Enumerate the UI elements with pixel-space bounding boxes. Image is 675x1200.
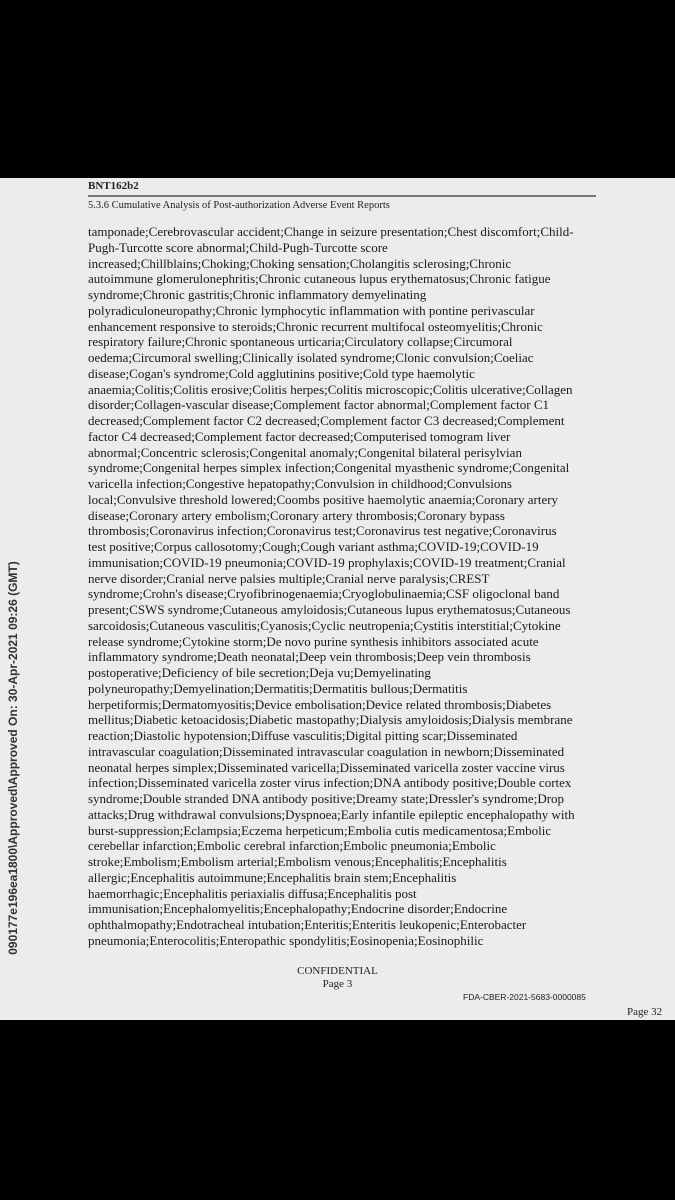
- text-line: test positive;Corpus callosotomy;Cough;Cough variant asthma;COVID-19;COVID-19: [88, 539, 539, 554]
- product-name: BNT162b2: [88, 180, 139, 192]
- text-line: disease;Cogan's syndrome;Cold agglutinins positive;Cold type haemolytic: [88, 365, 475, 381]
- confidential-label: CONFIDENTIAL: [297, 965, 378, 977]
- text-line: syndrome;Double stranded DNA antibody positive;Dreamy state;Dressler's syndrome;Drop: [88, 791, 565, 806]
- text-line: nerve disorder;Cranial nerve palsies multiple;Cranial nerve paralysis;CREST: [88, 570, 490, 586]
- text-line: varicella infection;Congestive hepatopathy;Convulsion in childhood;Convulsions: [88, 476, 512, 491]
- text-line: Pugh-Turcotte score abnormal;Child-Pugh-Turcotte score: [88, 239, 388, 255]
- text-line: increased;Chillblains;Choking;Choking sensation;Cholangitis sclerosing;Chronic: [88, 255, 512, 271]
- text-line: local;Convulsive threshold lowered;Coombs positive haemolytic anaemia;Coronary artery: [88, 491, 559, 507]
- text-line: decreased;Complement factor C2 decreased;Complement factor C3 decreased;Complement: [88, 413, 565, 428]
- text-line: respiratory failure;Chronic spontaneous urticaria;Circulatory collapse;Circumoral: [88, 334, 513, 350]
- document-page: [0, 178, 675, 1020]
- text-line: present;CSWS syndrome;Cutaneous amyloidosis;Cutaneous lupus erythematosus;Cutaneous: [88, 602, 571, 617]
- approval-stamp: 090177e196ea1800\Approved\Approved On: 30-Apr-2021 09:26 (GMT): [6, 561, 20, 955]
- text-line: release syndrome;Cytokine storm;De novo purine synthesis inhibitors associated acute: [88, 633, 539, 649]
- text-line: polyneuropathy;Demyelination;Dermatitis;Dermatitis bullous;Dermatitis: [88, 680, 468, 696]
- section-title: 5.3.6 Cumulative Analysis of Post-authorization Adverse Event Reports: [88, 200, 390, 211]
- text-line: postoperative;Deficiency of bile secretion;Deja vu;Demyelinating: [88, 665, 431, 680]
- text-line: stroke;Embolism;Embolism arterial;Embolism venous;Encephalitis;Encephalitis: [88, 854, 507, 869]
- text-line: haemorrhagic;Encephalitis periaxialis diffusa;Encephalitis post: [88, 885, 417, 901]
- header-rule: [88, 195, 596, 197]
- text-line: syndrome;Chronic gastritis;Chronic inflammatory demyelinating: [88, 287, 427, 302]
- text-line: herpetiformis;Dermatomyositis;Device embolisation;Device related thrombosis;Diabetes: [88, 696, 552, 712]
- text-line: allergic;Encephalitis autoimmune;Encephalitis brain stem;Encephalitis: [88, 869, 457, 885]
- text-line: disease;Coronary artery embolism;Coronary artery thrombosis;Coronary bypass: [88, 507, 505, 523]
- text-line: polyradiculoneuropathy;Chronic lymphocytic inflammation with pontine perivascular: [88, 302, 535, 318]
- text-line: syndrome;Crohn's disease;Cryofibrinogenaemia;Cryoglobulinaemia;CSF oligoclonal band: [88, 586, 560, 602]
- text-line: anaemia;Colitis;Colitis erosive;Colitis herpes;Colitis microscopic;Colitis ulcerative;Collagen: [88, 381, 573, 397]
- text-line: immunisation;Encephalomyelitis;Encephalopathy;Endocrine disorder;Endocrine: [88, 901, 508, 917]
- text-line: enhancement responsive to steroids;Chronic recurrent multifocal osteomyelitis;Chronic: [88, 318, 543, 334]
- text-line: thrombosis;Coronavirus infection;Coronavirus test;Coronavirus test negative;Coronavirus: [88, 523, 557, 539]
- adverse-event-list: [88, 224, 608, 949]
- text-line: infection;Disseminated varicella zoster virus infection;DNA antibody positive;Double cortex: [88, 775, 572, 791]
- text-line: disorder;Collagen-vascular disease;Complement factor abnormal;Complement factor C1: [88, 397, 549, 413]
- text-line: neonatal herpes simplex;Disseminated varicella;Disseminated varicella zoster vaccine virus: [88, 759, 565, 775]
- text-line: pneumonia;Enterocolitis;Enteropathic spondylitis;Eosinopenia;Eosinophilic: [88, 932, 484, 948]
- text-line: burst-suppression;Eclampsia;Eczema herpeticum;Embolia cutis medicamentosa;Embolic: [88, 822, 552, 838]
- text-line: autoimmune glomerulonephritis;Chronic cutaneous lupus erythematosus;Chronic fatigue: [88, 271, 551, 287]
- text-line: ophthalmopathy;Endotracheal intubation;Enteritis;Enteritis leukopenic;Enterobacter: [88, 917, 527, 932]
- text-line: immunisation;COVID-19 pneumonia;COVID-19 prophylaxis;COVID-19 treatment;Cranial: [88, 554, 566, 570]
- document-id: FDA-CBER-2021-5683-0000085: [463, 992, 586, 1002]
- text-line: oedema;Circumoral swelling;Clinically isolated syndrome;Clonic convulsion;Coeliac: [88, 350, 534, 365]
- text-line: intravascular coagulation;Disseminated intravascular coagulation in newborn;Disseminated: [88, 743, 565, 759]
- text-line: sarcoidosis;Cutaneous vasculitis;Cyanosis;Cyclic neutropenia;Cystitis interstitial;Cytokine: [88, 617, 561, 633]
- text-line: inflammatory syndrome;Death neonatal;Deep vein thrombosis;Deep vein thrombosis: [88, 649, 531, 665]
- text-line: abnormal;Concentric sclerosis;Congenital anomaly;Congenital bilateral perisylvian: [88, 444, 522, 460]
- text-line: factor C4 decreased;Complement factor decreased;Computerised tomogram liver: [88, 428, 511, 444]
- text-line: mellitus;Diabetic ketoacidosis;Diabetic mastopathy;Dialysis amyloidosis;Dialysis membrane: [88, 712, 573, 728]
- text-line: tamponade;Cerebrovascular accident;Change in seizure presentation;Chest discomfort;Child-: [88, 224, 574, 239]
- page-number: Page 3: [322, 978, 353, 990]
- text-line: syndrome;Congenital herpes simplex infection;Congenital myasthenic syndrome;Congenital: [88, 460, 570, 476]
- outer-page-number: Page 32: [627, 1006, 663, 1018]
- text-line: cerebellar infarction;Embolic cerebral infarction;Embolic pneumonia;Embolic: [88, 838, 496, 854]
- text-line: attacks;Drug withdrawal convulsions;Dyspnoea;Early infantile epileptic encephalopathy with: [88, 806, 575, 822]
- text-line: reaction;Diastolic hypotension;Diffuse vasculitis;Digital pitting scar;Disseminated: [88, 728, 518, 743]
